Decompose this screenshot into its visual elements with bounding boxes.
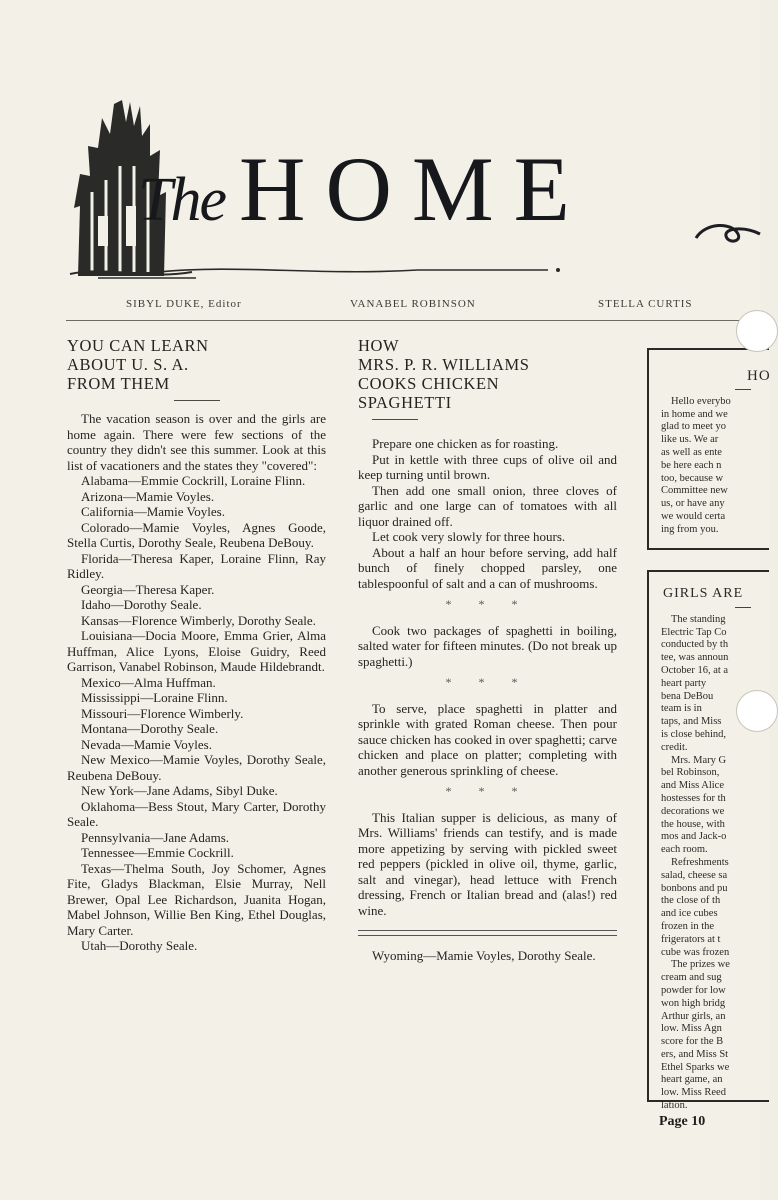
- welcome-line: ing from you.: [661, 523, 719, 535]
- party-news-line: hostesses for th: [661, 792, 726, 804]
- party-news-line: conducted by th: [661, 639, 729, 651]
- welcome-line: like us. We ar: [661, 434, 719, 446]
- state-entry: Colorado—Mamie Voyles, Agnes Goode, Stella Curtis, Dorothy Seale, Reubena DeBouy.: [67, 519, 326, 550]
- masthead-rule: [66, 320, 760, 321]
- party-news-line: Arthur girls, an: [661, 1010, 726, 1022]
- page-number: Page 10: [659, 1114, 706, 1129]
- party-news-line: tee, was announ: [661, 652, 729, 664]
- party-news-line: lation.: [661, 1100, 688, 1112]
- party-news-line: The prizes we: [671, 959, 730, 971]
- party-news-line: bonbons and pu: [661, 882, 728, 894]
- section-divider: * * *: [445, 597, 530, 611]
- state-entry: Kansas—Florence Wimberly, Dorothy Seale.: [81, 612, 316, 628]
- state-entry: Tennessee—Emmie Cockrill.: [81, 845, 234, 860]
- state-entry: Mexico—Alma Huffman.: [81, 674, 216, 690]
- party-news-line: Ethel Sparks we: [661, 1061, 730, 1073]
- party-news-line: and ice cubes: [661, 908, 718, 920]
- state-entry: Texas—Thelma South, Joy Schomer, Agnes Fite, Gladys Blackman, Elsie Murray, Nell Brewer, Opal Lee Richardson, Juanita Hogan, Mabel Johnson, Willie Ben King, Ethel Douglas, Mary Carter.: [67, 860, 326, 938]
- recipe-paragraph: To serve, place spaghetti in platter and sprinkle with grated Roman cheese. Then pour sauce chicken has cooked in over spaghetti; carve chicken and place on platter; completing with another generous sprinkling of cheese.: [358, 700, 617, 778]
- binder-hole: [736, 310, 778, 352]
- state-entry: Alabama—Emmie Cockrill, Loraine Flinn.: [81, 473, 306, 488]
- party-news-title: GIRLS ARE: [663, 586, 744, 601]
- party-news-line: taps, and Miss: [661, 716, 722, 728]
- heading-rule: [174, 400, 220, 401]
- state-entry: Arizona—Mamie Voyles.: [81, 488, 215, 504]
- party-news-line: decorations we: [661, 805, 725, 817]
- welcome-line: too, because w: [661, 472, 724, 484]
- binder-hole: [736, 690, 778, 732]
- party-news-line: October 16, at a: [661, 664, 729, 676]
- party-news-line: The standing: [671, 613, 726, 625]
- section-divider: * * *: [445, 675, 530, 689]
- party-news-line: team is in: [661, 703, 702, 715]
- article-recipe-heading: HOW MRS. P. R. WILLIAMS COOKS CHICKEN SPAGHETTI: [358, 336, 530, 412]
- welcome-box-title: HO: [747, 368, 771, 384]
- state-entry: Georgia—Theresa Kaper.: [81, 581, 215, 597]
- party-news-line: each room.: [661, 844, 708, 856]
- party-news-line: heart game, an: [661, 1074, 723, 1086]
- party-news-line: mos and Jack-o: [661, 831, 727, 843]
- party-news-line: cream and sug: [661, 972, 722, 984]
- state-entry: Idaho—Dorothy Seale.: [81, 597, 202, 612]
- party-news-line: powder for low: [661, 984, 726, 996]
- swash-ornament: [692, 218, 762, 248]
- state-entry: New Mexico—Mamie Voyles, Dorothy Seale, Reubena DeBouy.: [67, 752, 326, 783]
- masthead-title: [138, 136, 590, 242]
- state-entry: Oklahoma—Bess Stout, Mary Carter, Dorothy Seale.: [67, 798, 326, 829]
- party-news-line: the house, with: [661, 818, 725, 830]
- staff-name-2: STELLA CURTIS: [598, 298, 693, 310]
- party-news-line: bena DeBou: [661, 690, 714, 702]
- state-entry: Pennsylvania—Jane Adams.: [81, 829, 230, 845]
- party-news-line: bel Robinson,: [661, 767, 720, 779]
- party-news-box: [647, 570, 769, 1112]
- heading-rule: [372, 419, 418, 420]
- welcome-box-text: [661, 396, 769, 537]
- party-news-line: cube was frozen: [661, 946, 730, 958]
- state-entry: Florida—Theresa Kaper, Loraine Flinn, Ray Ridley.: [67, 550, 326, 581]
- party-news-line: won high bridg: [661, 997, 726, 1009]
- welcome-line: in home and we: [661, 408, 728, 420]
- recipe-paragraph: This Italian supper is delicious, as many of Mrs. Williams' friends can testify, and is made more appetizing by serving with pickled sweet red peppers (pickled in olive oil, thyme, garlic, salt and vinegar), head lettuce with French dressing, French or Italian bread and (alas!) red wine.: [358, 809, 617, 918]
- party-news-line: ers, and Miss St: [661, 1048, 729, 1060]
- state-entry: California—Mamie Voyles.: [81, 504, 225, 519]
- article-travel-heading: YOU CAN LEARN ABOUT U. S. A. FROM THEM: [67, 336, 209, 393]
- welcome-line: us, or have any: [661, 498, 725, 510]
- state-entry: Montana—Dorothy Seale.: [81, 721, 219, 736]
- article-recipe: [358, 336, 617, 964]
- welcome-line: Hello everybo: [671, 395, 731, 407]
- state-entry: Louisiana—Docia Moore, Emma Grier, Alma Huffman, Alice Lyons, Eloise Guidry, Reed Garrison, Vanabel Robinson, Maude Hildebrandt.: [67, 628, 326, 674]
- masthead-the: The: [138, 166, 225, 234]
- welcome-line: glad to meet yo: [661, 421, 727, 433]
- recipe-step: About a half an hour before serving, add half bunch of finely chopped parsley, one tablespoonful of salt and a can of mushrooms.: [358, 544, 617, 591]
- state-entry: Mississippi—Loraine Flinn.: [81, 690, 228, 705]
- article-travel: [67, 336, 326, 954]
- section-divider: * * *: [445, 784, 530, 798]
- box-title-rule: [735, 389, 751, 390]
- party-news-line: low. Miss Agn: [661, 1023, 722, 1035]
- state-entry: Missouri—Florence Wimberly.: [81, 705, 244, 721]
- travel-intro: The vacation season is over and the girls are home again. There were few sections of the country they didn't see this summer. Look at this list of vacationers and the states they "covered":: [67, 411, 326, 473]
- party-news-line: Electric Tap Co: [661, 626, 727, 638]
- editor-name: SIBYL DUKE, Editor: [126, 298, 242, 310]
- double-rule: [358, 930, 617, 936]
- welcome-line: Committee new: [661, 485, 728, 497]
- recipe-paragraph: Cook two packages of spaghetti in boiling, salted water for fifteen minutes. (Do not break up spaghetti.): [358, 622, 617, 669]
- state-entry: New York—Jane Adams, Sibyl Duke.: [81, 783, 278, 798]
- party-news-line: low. Miss Reed: [661, 1087, 726, 1099]
- party-news-line: heart party: [661, 677, 707, 689]
- state-entry: Nevada—Mamie Voyles.: [81, 736, 212, 752]
- party-news-line: credit.: [661, 741, 688, 753]
- masthead-home: HOME: [239, 138, 590, 240]
- recipe-step: Prepare one chicken as for roasting.: [372, 436, 559, 451]
- party-news-line: Refreshments: [671, 856, 729, 868]
- underline-flourish: [158, 262, 578, 278]
- state-list: [67, 473, 326, 954]
- wyoming-entry: Wyoming—Mamie Voyles, Dorothy Seale.: [372, 948, 596, 963]
- recipe-step: Let cook very slowly for three hours.: [372, 529, 566, 544]
- party-news-line: frigerators at t: [661, 933, 721, 945]
- recipe-step: Put in kettle with three cups of olive oil and keep turning until brown.: [358, 451, 617, 482]
- welcome-line: be here each n: [661, 459, 722, 471]
- recipe-step: Then add one small onion, three cloves of garlic and one large can of tomatoes with all liquor drained off.: [358, 482, 617, 529]
- box-title-rule: [735, 607, 751, 608]
- party-news-line: Mrs. Mary G: [671, 754, 727, 766]
- welcome-line: as well as ente: [661, 446, 722, 458]
- party-news-line: the close of th: [661, 895, 721, 907]
- party-news-line: salad, cheese sa: [661, 869, 728, 881]
- staff-name-1: VANABEL ROBINSON: [350, 298, 476, 310]
- party-news-line: frozen in the: [661, 920, 715, 932]
- welcome-box: [647, 348, 769, 550]
- party-news-line: score for the B: [661, 1036, 724, 1048]
- party-news-line: and Miss Alice: [661, 780, 724, 792]
- state-entry: Utah—Dorothy Seale.: [81, 938, 198, 953]
- welcome-line: we would certa: [661, 510, 726, 522]
- party-news-line: is close behind,: [661, 728, 727, 740]
- party-news-text: [661, 614, 769, 1113]
